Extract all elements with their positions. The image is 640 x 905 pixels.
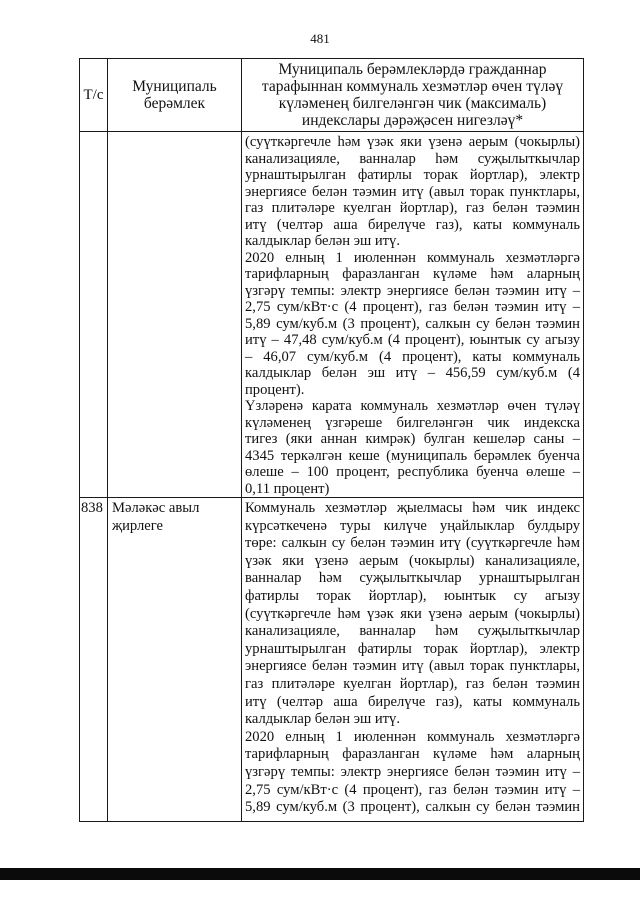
text-line: калдыклар белән эш итү.: [245, 711, 400, 728]
justification-cell: [242, 498, 584, 822]
text-line: (суүткәргечле һәм үзәк яки үзенә аерым (чокырлы): [245, 605, 580, 622]
text-line: Коммуналь хезмәтләр җыелмасы һәм чик индекс: [245, 500, 580, 516]
page-number: 481: [310, 31, 330, 46]
text-line: фатирлы торак йортлар), юынтык су агызу: [245, 587, 580, 604]
header-row: [80, 59, 584, 132]
text-line: 2020 елның 1 июленнән коммуналь хезмәтләргә: [245, 249, 580, 266]
text-line: 0,11 процент): [245, 480, 330, 497]
text-line: процент).: [245, 381, 305, 398]
text-line: (суүткәргечле һәм үзәк яки үзенә аерым (чокырлы): [245, 134, 580, 150]
header-number-cell: [80, 59, 108, 132]
row-number-cell: [80, 498, 108, 822]
paragraph: [245, 398, 580, 497]
text-line: үзгәрү темпы: электр энергиясе белән тәэмин итү –: [245, 763, 580, 780]
text-line: итү (челтәр аша бирелүче газ), каты коммуналь: [245, 693, 580, 710]
text-line: тарифларның фаразланган күләме һәм аларның: [245, 266, 580, 282]
text-line: 4345 теркәлгән кеше (муниципаль берәмлек буенча: [245, 447, 580, 464]
municipality-cell: [108, 132, 242, 498]
table-row: [80, 498, 584, 822]
text-line: итү – 47,48 сум/куб.м (4 процент), юынтык су агызу: [245, 332, 580, 348]
text-line: ванналар һәм суҗылыткычлар урнаштырылган: [245, 570, 580, 587]
text-line: төре: салкын су белән тәэмин итү (суүткәргечле һәм: [245, 535, 580, 552]
table-row: [80, 132, 584, 498]
text-line: 2020 елның 1 июленнән коммуналь хезмәтләргә: [245, 728, 580, 745]
header-line: берәмлек: [143, 95, 206, 112]
text-line: канализацияле, ванналар һәм суҗылыткычлар: [245, 150, 580, 167]
text-line: өлеше – 100 процент, республика буенча өлеше –: [245, 464, 580, 480]
scan-edge-band: [0, 868, 640, 880]
municipality-line: җирлеге: [112, 517, 164, 534]
paragraph: [245, 729, 580, 817]
text-line: тарифларның фаразланган күләме һәм аларның: [245, 746, 580, 763]
text-line: 5,89 сум/куб.м (3 процент), салкын су белән тәэмин: [245, 315, 580, 332]
text-line: Үзләренә карата коммуналь хезмәтләр өчен түләү: [245, 398, 580, 414]
text-line: күрсәткеченә туры килүче уңайлыклар булдыру: [245, 517, 580, 534]
text-line: урнаштырылган фатирлы торак йортлар), электр: [245, 640, 580, 657]
text-line: газ плитәләре куелган йортлар), газ белән тәэмин: [245, 675, 580, 692]
text-line: 2,75 сум/кВт·с (4 процент), газ белән тәэмин итү –: [245, 781, 580, 798]
text-line: – 46,07 сум/куб.м (4 процент), каты коммуналь: [245, 348, 580, 365]
header-line: тарафыннан коммуналь хезмәтләр өчен түләү: [261, 78, 564, 95]
header-number-label: Т/с: [83, 86, 104, 103]
municipality-cell: [108, 498, 242, 822]
paragraph: [245, 250, 580, 399]
header-line: Муниципаль берәмлекләрдә гражданнар: [278, 61, 547, 78]
header-line: Муниципаль: [132, 78, 217, 95]
text-line: энергиясе белән тәэмин итү (авыл торак пунктлары,: [245, 183, 580, 200]
header-municipality-cell: [108, 59, 242, 132]
text-line: итү (челтәр аша бирелүче газ), каты коммуналь: [245, 216, 580, 233]
text-line: энергиясе белән тәэмин итү (авыл торак пунктлары,: [245, 658, 580, 675]
header-line: индекслары дәрәҗәсен нигезләү*: [301, 112, 524, 129]
text-line: урнаштырылган фатирлы торак йортлар), электр: [245, 167, 580, 183]
text-line: 5,89 сум/куб.м (3 процент), салкын су белән тәэмин: [245, 799, 580, 816]
text-line: үзгәрү темпы: электр энергиясе белән тәэмин итү –: [245, 282, 580, 299]
municipality-line: Мәләкәс авыл: [112, 500, 200, 516]
row-number: 838: [81, 500, 103, 516]
text-line: күләменең үзгәреше билгеләнгән чик индекска: [245, 414, 580, 431]
text-line: газ плитәләре куелган йортлар), газ белән тәэмин: [245, 200, 580, 216]
data-table: [79, 58, 584, 822]
paragraph: [245, 134, 580, 250]
text-line: үзәк яки үзенә аерым (чокырлы) канализацияле,: [245, 552, 580, 569]
header-justification-cell: [242, 59, 584, 132]
text-line: калдыклар белән эш итү.: [245, 233, 400, 249]
text-line: 2,75 сум/кВт·с (4 процент), газ белән тәэмин итү –: [245, 299, 580, 315]
row-number-cell: [80, 132, 108, 498]
justification-cell: [242, 132, 584, 498]
text-line: тигез (яки аннан кимрәк) булган кешеләр саны –: [245, 431, 580, 447]
text-line: канализацияле, ванналар һәм суҗылыткычлар: [245, 623, 580, 640]
paragraph: [245, 500, 580, 729]
header-line: күләменең билгеләнгән чик (максималь): [278, 95, 547, 112]
text-line: калдыклар белән эш итү – 456,59 сум/куб.м (4: [245, 365, 580, 381]
